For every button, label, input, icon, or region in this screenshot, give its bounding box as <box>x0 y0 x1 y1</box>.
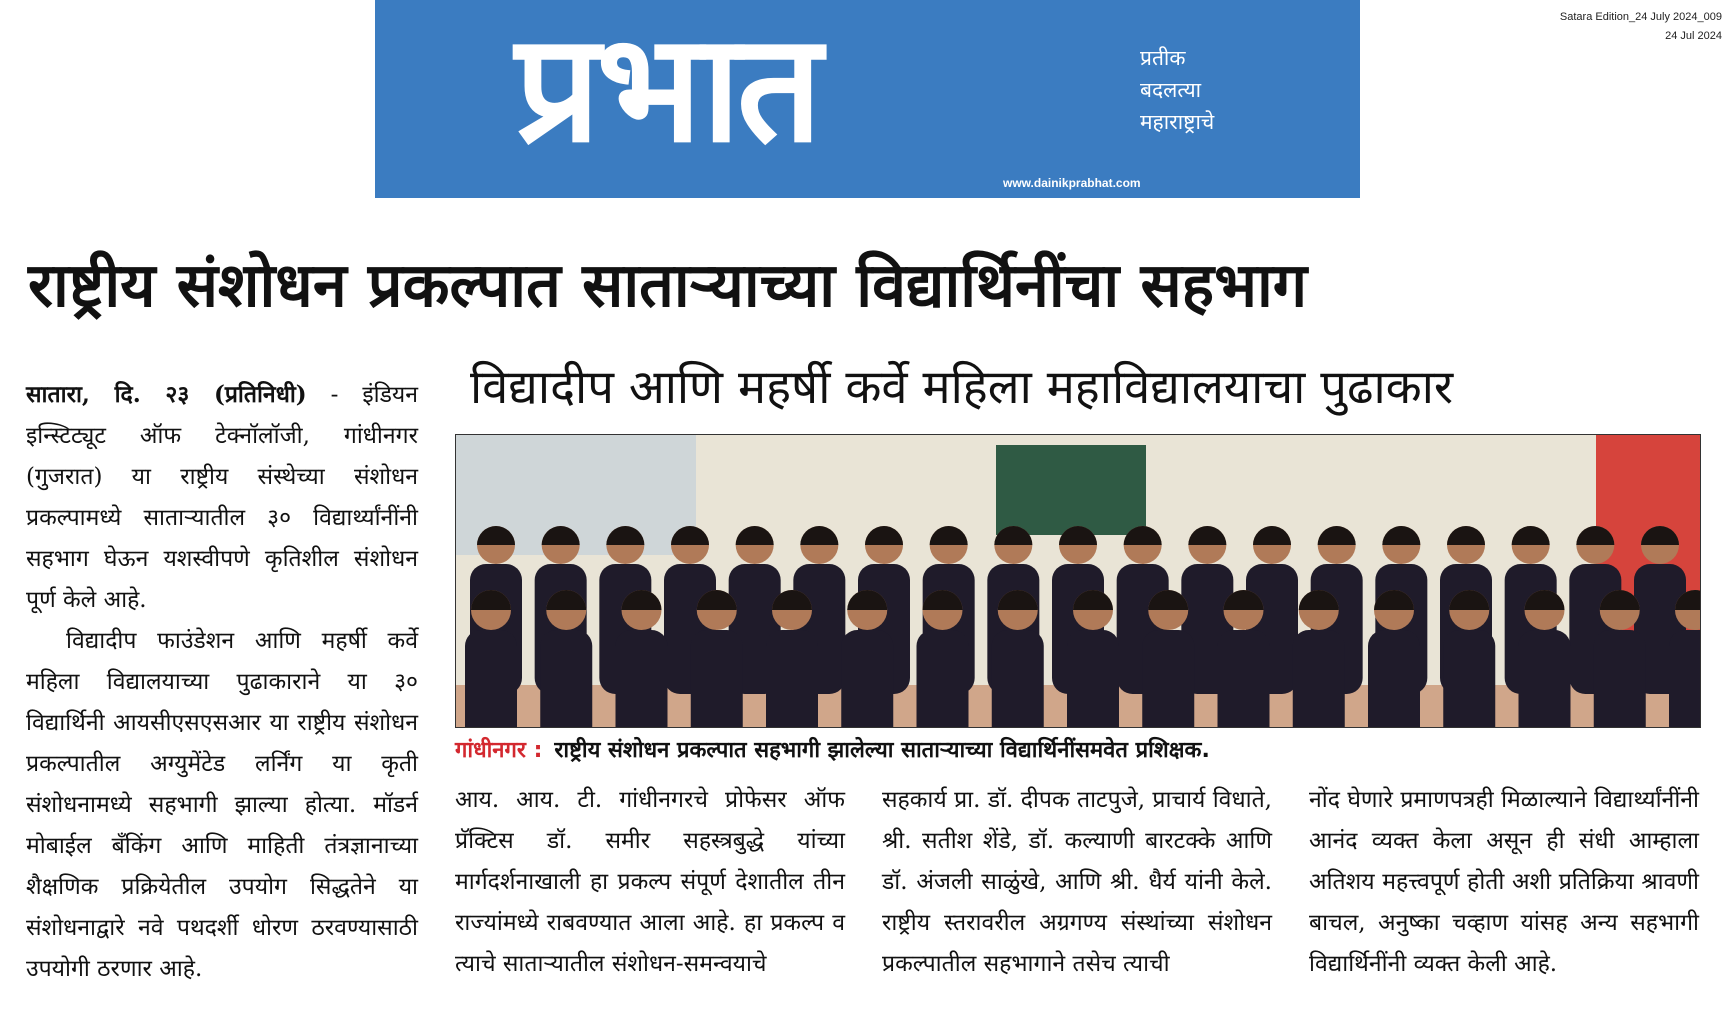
person-body <box>1594 630 1646 727</box>
group-photo-illustration <box>456 435 1700 727</box>
caption-text: राष्ट्रीय संशोधन प्रकल्पात सहभागी झालेल्या साताऱ्याच्या विद्यार्थिनींसमवेत प्रशिक्षक. <box>554 738 1210 763</box>
person-body <box>691 630 743 727</box>
photo-blackboard <box>996 445 1146 535</box>
group-photo <box>455 434 1701 728</box>
edition-name: Satara Edition_24 July 2024_009 <box>1559 11 1722 23</box>
website-url: www.dainikprabhat.com <box>1003 176 1141 190</box>
person-body <box>1067 630 1119 727</box>
article-paragraph-2: विद्यादीप फाउंडेशन आणि महर्षी कर्वे महिला विद्यालयाच्या पुढाकाराने या ३० विद्यार्थिनी आयसीएसएसआर या राष्ट्रीय संशोधन प्रकल्पातील अग्युमेंटेड लर्निंग या कृती संशोधनामध्ये सहभागी झाल्या होत्या. मॉडर्न मोबाईल बँकिंग आणि माहिती तंत्रज्ञानाच्या शैक्षणिक प्रक्रियेतील उपयोग सिद्धतेने या संशोधनाद्वारे नवे पथदर्शी धोरण ठरवण्यासाठी उपयोगी ठरणार आहे. <box>26 628 418 982</box>
person-body <box>766 630 818 727</box>
tagline-line-3: महाराष्ट्राचे <box>1140 110 1215 134</box>
tagline-line-1: प्रतीक <box>1140 46 1186 70</box>
person-body <box>1293 630 1345 727</box>
person-body <box>1218 630 1270 727</box>
person-body <box>1142 630 1194 727</box>
edition-info <box>1560 8 1722 46</box>
subheadline: विद्यादीप आणि महर्षी कर्वे महिला महाविद्यालयाचा पुढाकार <box>470 360 1454 415</box>
dateline: सातारा, दि. २३ (प्रतिनिधी) <box>26 381 307 408</box>
person-body <box>1443 630 1495 727</box>
photo-caption <box>455 736 1705 766</box>
article-column-2: आय. आय. टी. गांधीनगरचे प्रोफेसर ऑफ प्रॅक्टिस डॉ. समीर सहस्त्रबुद्धे यांच्या मार्गदर्शनाखाली हा प्रकल्प संपूर्ण देशातील तीन राज्यांमध्ये राबवण्यात आला आहे. हा प्रकल्प व त्याचे साताऱ्यातील संशोधन-समन्वयाचे <box>455 787 845 977</box>
person-body <box>616 630 668 727</box>
person-body <box>1519 630 1571 727</box>
article-column-4: नोंद घेणारे प्रमाणपत्रही मिळाल्याने विद्यार्थ्यांनींनी आनंद व्यक्त केला असून ही संधी आम्हाला अतिशय महत्त्वपूर्ण होती अशी प्रतिक्रिया श्रावणी बाचल, अनुष्का चव्हाण यांसह अन्य सहभागी विद्यार्थिनींनी व्यक्त केली आहे. <box>1309 787 1699 977</box>
person-body <box>465 630 517 727</box>
article-column-1 <box>26 374 418 990</box>
edition-date: 24 Jul 2024 <box>1665 30 1722 42</box>
person-body <box>992 630 1044 727</box>
paragraph-1-text: - इंडियन इन्स्टिट्यूट ऑफ टेक्नॉलॉजी, गांधीनगर (गुजरात) या राष्ट्रीय संस्थेच्या संशोधन प्रकल्पामध्ये साताऱ्यातील ३० विद्यार्थ्यांनींनी सहभाग घेऊन यशस्वीपणे कृतिशील संशोधन पूर्ण केले आहे. <box>26 382 418 613</box>
caption-place: गांधीनगर : <box>455 738 543 763</box>
tagline-line-2: बदलत्या <box>1140 78 1202 102</box>
masthead-tagline <box>1140 42 1214 138</box>
person-body <box>1669 630 1700 727</box>
newspaper-logo: प्रभात <box>515 2 819 176</box>
article-column-3: सहकार्य प्रा. डॉ. दीपक ताटपुजे, प्राचार्य विधाते, श्री. सतीश शेंडे, डॉ. कल्याणी बारटक्के आणि डॉ. अंजली साळुंखे, आणि श्री. धैर्य यांनी केले. राष्ट्रीय स्तरावरील अग्रगण्य संस्थांच्या संशोधन प्रकल्पातील सहभागाने तसेच त्याची <box>882 787 1272 977</box>
person-body <box>540 630 592 727</box>
masthead <box>375 0 1360 198</box>
article-paragraph-1 <box>26 374 418 621</box>
headline: राष्ट्रीय संशोधन प्रकल्पात साताऱ्याच्या विद्यार्थिनींचा सहभाग <box>28 250 1308 321</box>
person-body <box>1368 630 1420 727</box>
person-body <box>917 630 969 727</box>
person-body <box>841 630 893 727</box>
